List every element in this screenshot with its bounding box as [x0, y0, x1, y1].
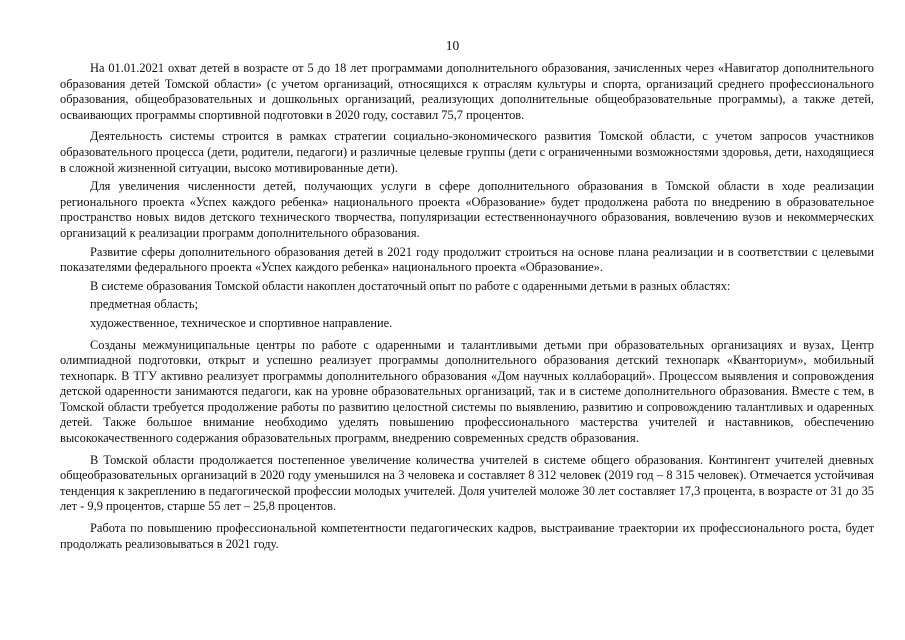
paragraph-teachers: В Томской области продолжается постепенное увеличение количества учителей в системе общего образования. Контингент учителей дневных общеобразовательных организаций в 2020 году уменьшился на 3 человека и составляет 8 312 человек (2019 год – 8 315 человек). Отмечается устойчивая тенденция к закреплению в педагогической профессии молодых учителей. Доля учителей моложе 30 лет составляет 17,3 процента, в возрасте от 31 до 35 лет - 9,9 процентов, старше 55 лет – 25,8 процентов.: [60, 452, 874, 514]
page-number: 10: [445, 38, 460, 53]
paragraph-coverage: На 01.01.2021 охват детей в возрасте от 5 до 18 лет программами дополнительного образования, зачисленных через «Навигатор дополнительного образования детей Томской области» (с учетом организаций, относящихся к отраслям культуры и спорта, организаций среднего профессионального образования, общеобразовательных и дошкольных организаций, реализующих дополнительные общеобразовательные программы), а также детей, осваивающих программы спортивной подготовки в 2020 году, составил 75,7 процентов.: [60, 61, 874, 122]
document-body: [60, 61, 874, 552]
paragraph-development: Развитие сферы дополнительного образования детей в 2021 году продолжит строиться на основе плана реализации и в соответствии с целевыми показателями федерального проекта «Успех каждого ребенка» национального проекта «Образование».: [60, 244, 874, 275]
paragraph-competence: Работа по повышению профессиональной компетентности педагогических кадров, выстраивание траектории их профессионального роста, будет продолжать реализовываться в 2021 году.: [60, 521, 874, 551]
list-item-subject-area: предметная область;: [90, 297, 199, 312]
paragraph-strategy: Деятельность системы строится в рамках стратегии социально-экономического развития Томской области, с учетом запросов участников образовательного процесса (дети, родители, педагоги) и различные целевые группы (дети с ограниченными возможностями здоровья, дети, находящиеся в сложной жизненной ситуации, высоко мотивированные дети).: [60, 129, 874, 175]
list-item-directions: художественное, техническое и спортивное направление.: [90, 315, 393, 330]
paragraph-gifted-experience: В системе образования Томской области накоплен достаточный опыт по работе с одаренными детьми в разных областях:: [90, 278, 731, 293]
paragraph-project: Для увеличения численности детей, получающих услуги в сфере дополнительного образования в Томской области в ходе реализации регионального проекта «Успех каждого ребенка» национального проекта «Образование» будет продолжена работа по внедрению в образовательное пространство новых видов детского технического творчества, популяризации естественнонаучного образования, вовлечению вузов и некоммерческих организаций к реализации программ дополнительного образования.: [60, 179, 874, 240]
paragraph-centers: Созданы межмуниципальные центры по работе с одаренными и талантливыми детьми при образовательных организациях и вузах, Центр олимпиадной подготовки, открыт и успешно реализует программы дополнительного образования детский технопарк «Кванториум», мобильный технопарк. В ТГУ активно реализует программы дополнительного образования «Дом научных коллабораций». Процессом выявления и сопровождения детской одаренности занимаются педагоги, как на уровне образовательных организаций, так и в системе дополнительного образования. Вместе с тем, в Томской области требуется продолжение работы по развитию целостной системы по выявлению, развитию и сопровождению талантливых и одаренных детей. Также большое внимание необходимо уделять повышению профессионального мастерства учителей и наставников, обеспечению высококачественного содержания образовательных программ, внедрению современных средств образования.: [60, 337, 874, 446]
